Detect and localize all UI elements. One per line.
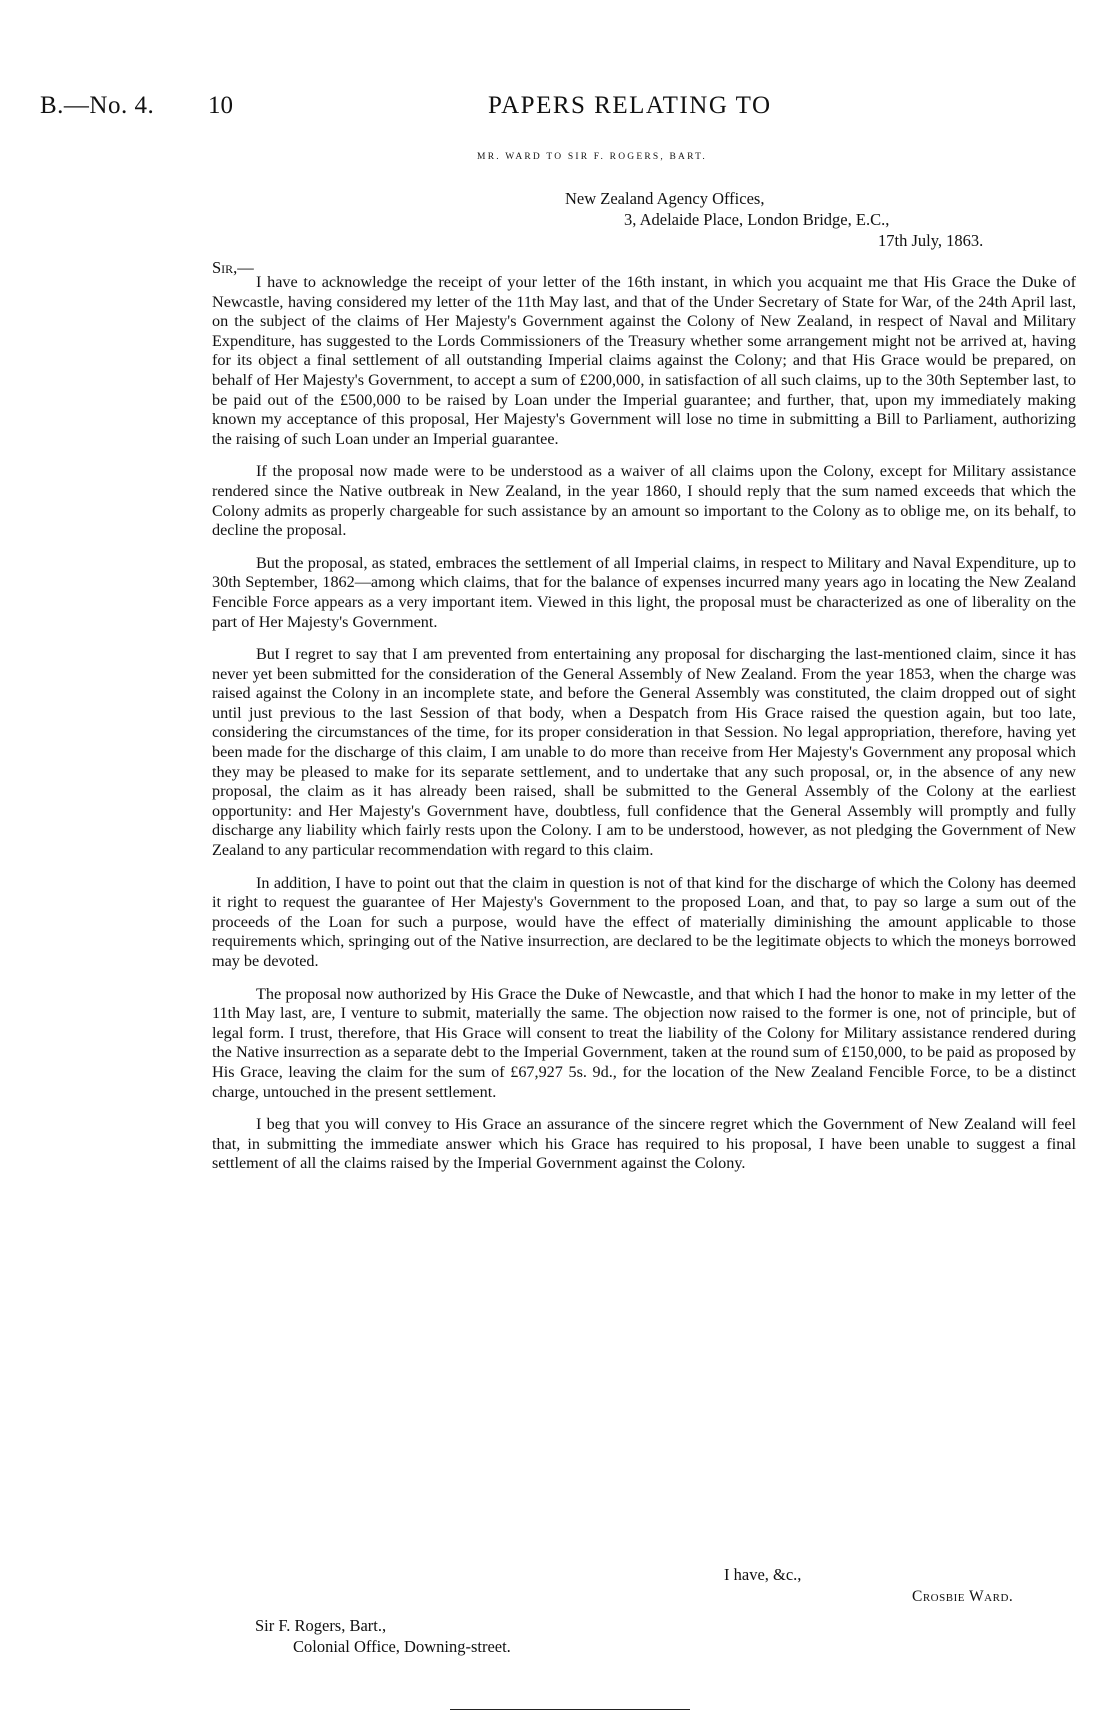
addressee-office: Colonial Office, Downing-street.: [293, 1637, 511, 1656]
paragraph-3: But the proposal, as stated, embraces the settlement of all Imperial claims, in respect to Military and Naval Expenditure, up to 30th September, 1862—among which claims, that for the balance of expenses incurred many years ago in locating the New Zealand Fencible Force appears as a very important item. Viewed in this light, the proposal must be characterized as one of liberality on the part of Her Majesty's Government.: [212, 553, 1076, 631]
paragraph-7: I beg that you will convey to His Grace an assurance of the sincere regret which the Government of New Zealand will feel that, in submitting the immediate answer which his Grace has required to his proposal, I have been unable to suggest a final settlement of all the claims raised by the Imperial Government against the Colony.: [212, 1115, 1076, 1173]
letter-heading: MR. WARD TO SIR F. ROGERS, BART.: [477, 152, 707, 162]
addressee: [255, 1615, 511, 1657]
address-line-1: New Zealand Agency Offices,: [565, 189, 765, 208]
paragraph-2: If the proposal now made were to be understood as a waiver of all claims upon the Colony, except for Military assistance rendered since the Native outbreak in New Zealand, in the year 1860, I should reply that the sum named exceeds that which the Colony admits as properly chargeable for such assistance by an amount so important to the Colony as to oblige me, on its behalf, to decline the proposal.: [212, 462, 1076, 540]
paragraph-4: But I regret to say that I am prevented from entertaining any proposal for discharging the last-mentioned claim, since it has never yet been submitted for the consideration of the General Assembly of New Zealand. From the year 1853, when the charge was raised against the Colony in an incomplete state, and before the General Assembly was constituted, the claim dropped out of sight until just previous to the last Session of that body, when a Despatch from His Grace raised the question again, but too late, considering the circumstances of the time, for its proper consideration in that Session. No legal appropriation, therefore, having yet been made for the discharge of this claim, I am unable to do more than receive from Her Majesty's Government any proposal which they may be pleased to make for its separate settlement, and to undertake that any such proposal, or, in the absence of any new proposal, the claim as it has already been raised, shall be submitted to the General Assembly of the Colony at the earliest opportunity: and Her Majesty's Government have, doubtless, full confidence that the General Assembly will promptly and fully discharge any liability which fairly rests upon the Colony. I am to be understood, however, as not pledging the Government of New Zealand to any particular recommendation with regard to this claim.: [212, 645, 1076, 860]
page-number: 10: [208, 92, 233, 119]
sender-address: [560, 188, 983, 251]
letter-date: 17th July, 1863.: [878, 231, 984, 250]
closing: I have, &c.,: [724, 1565, 802, 1584]
paragraph-6: The proposal now authorized by His Grace the Duke of Newcastle, and that which I had the honor to make in my letter of the 11th May last, are, I venture to submit, materially the same. The objection now raised to the former is one, not of principle, but of legal form. I trust, therefore, that His Grace will consent to treat the liability of the Colony for Military assistance rendered during the Native insurrection as a separate debt to the Imperial Government, taken at the round sum of £150,000, to be paid as proposed by His Grace, leaving the claim for the sum of £67,927 5s. 9d., for the location of the New Zealand Fencible Force, to be a distinct charge, untouched in the present settlement.: [212, 984, 1076, 1101]
salutation: Sir,—: [212, 258, 254, 277]
series-title: PAPERS RELATING TO: [488, 92, 772, 119]
bottom-rule: [450, 1709, 690, 1710]
signature: Crosbie Ward.: [912, 1588, 1014, 1605]
running-header: [40, 92, 1080, 132]
paragraph-5: In addition, I have to point out that the claim in question is not of that kind for the discharge of which the Colony has deemed it right to request the guarantee of Her Majesty's Government to the proposed Loan, and that, to pay so large a sum out of the proceeds of the Loan for such a purpose, would have the effect of materially diminishing the amount applicable to those requirements which, springing out of the Native insurrection, are declared to be the legitimate objects to which the moneys borrowed may be devoted.: [212, 873, 1076, 970]
letter-body: [212, 273, 1076, 1187]
address-line-2: 3, Adelaide Place, London Bridge, E.C.,: [624, 210, 890, 229]
document-reference: B.—No. 4.: [40, 92, 155, 119]
addressee-name: Sir F. Rogers, Bart.,: [255, 1616, 387, 1635]
paragraph-1: I have to acknowledge the receipt of your letter of the 16th instant, in which you acquaint me that His Grace the Duke of Newcastle, having considered my letter of the 11th May last, and that of the Under Secretary of State for War, of the 24th April last, on the subject of the claims of Her Majesty's Government against the Colony of New Zealand, in respect of Naval and Military Expenditure, has suggested to the Lords Commissioners of the Treasury whether some arrangement might not be arrived at, having for its object a final settlement of all outstanding Imperial claims against the Colony; and that His Grace would be prepared, on behalf of Her Majesty's Government, to accept a sum of £200,000, in satisfaction of all such claims, up to the 30th September last, to be paid out of the £500,000 to be raised by Loan under the Imperial guarantee; and further, that, upon my immediately making known my acceptance of this proposal, Her Majesty's Government will lose no time in submitting a Bill to Parliament, authorizing the raising of such Loan under an Imperial guarantee.: [212, 273, 1076, 448]
